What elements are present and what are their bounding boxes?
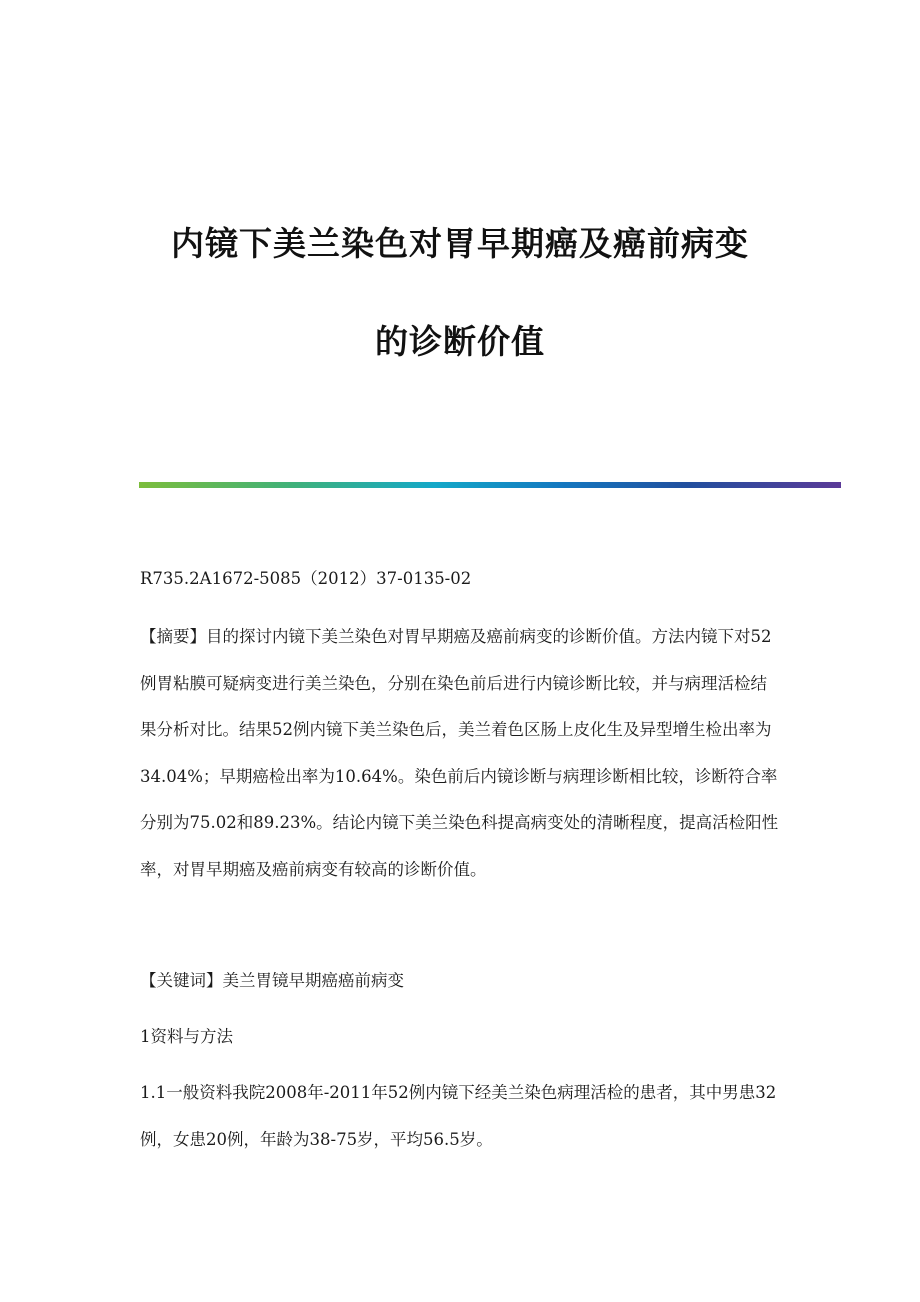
gradient-divider [139, 482, 841, 488]
document-title-line-2: 的诊断价值 [375, 322, 545, 361]
abstract-text: 目的探讨内镜下美兰染色对胃早期癌及癌前病变的诊断价值。方法内镜下对52例胃粘膜可疑病变进行美兰染色，分别在染色前后进行内镜诊断比较，并与病理活检结果分析对比。结果52例内镜下美兰染色后，美兰着色区肠上皮化生及异型增生检出率为34.04%；早期癌检出率为10.64%。染色前后内镜诊断与病理诊断相比较，诊断符合率分别为75.02和89.23%。结论内镜下美兰染色科提高病变处的清晰程度，提高活检阳性率，对胃早期癌及癌前病变有较高的诊断价值。 [140, 627, 779, 879]
document-title-line-1: 内镜下美兰染色对胃早期癌及癌前病变 [171, 224, 749, 263]
section-1-1-paragraph: 1.1一般资料我院2008年-2011年52例内镜下经美兰染色病理活检的患者，其中男患32例，女患20例，年龄为38-75岁，平均56.5岁。 [140, 1083, 777, 1149]
keywords-text: 美兰胃镜早期癌癌前病变 [222, 971, 404, 990]
classification-code: R735.2A1672-5085（2012）37-0135-02 [140, 569, 472, 588]
keywords-paragraph [140, 958, 782, 1005]
abstract-paragraph [140, 614, 782, 893]
keywords-label: 【关键词】 [140, 971, 223, 990]
section-heading-1: 1资料与方法 [140, 1027, 233, 1046]
abstract-label: 【摘要】 [140, 627, 206, 646]
